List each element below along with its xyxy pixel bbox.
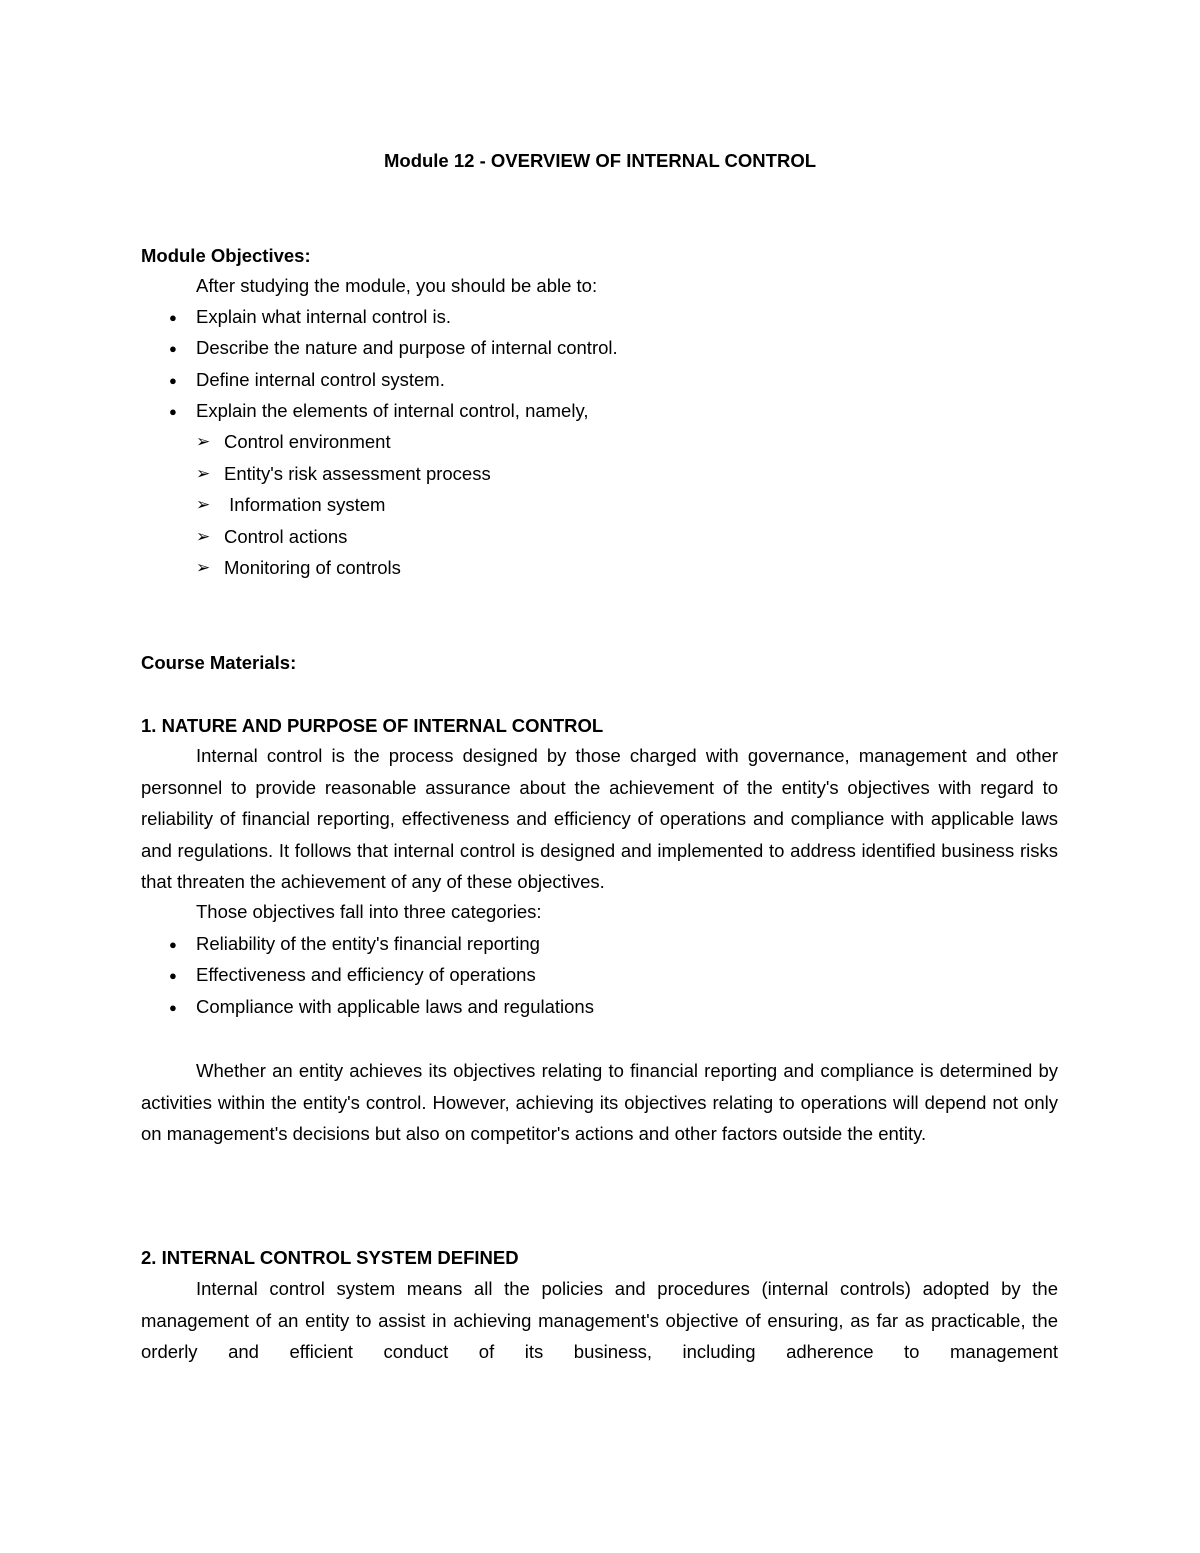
- course-materials-heading: Course Materials:: [141, 652, 297, 673]
- section1-heading: 1. NATURE AND PURPOSE OF INTERNAL CONTROL: [141, 715, 604, 736]
- bullet-icon: ●: [169, 937, 177, 952]
- objectives-intro: After studying the module, you should be able to:: [196, 275, 598, 296]
- section1-paragraph1: Internal control is the process designed by those charged with governance, management and other personnel to provide reasonable assurance about the achievement of the entity's objectives with regard to reliability of financial reporting, effectiveness and efficiency of operations and compliance with applicable laws and regulations. It follows that internal control is designed and implemented to address identified business risks that threaten the achievement of any of these objectives.: [141, 745, 1058, 892]
- arrow-bullet-icon: ➢: [196, 432, 211, 451]
- element-item: Information system: [224, 494, 386, 515]
- arrow-bullet-icon: ➢: [196, 527, 211, 546]
- arrow-bullet-icon: ➢: [196, 495, 211, 514]
- section1-paragraph2: Whether an entity achieves its objectives relating to financial reporting and compliance is determined by activities within the entity's control. However, achieving its objectives relating to operations will depend not only on management's decisions but also on competitor's actions and other factors outside the entity.: [141, 1060, 1058, 1144]
- categories-intro: Those objectives fall into three categories:: [196, 901, 542, 922]
- category-item: Compliance with applicable laws and regulations: [196, 996, 594, 1017]
- category-item: Reliability of the entity's financial reporting: [196, 933, 540, 954]
- element-item: Monitoring of controls: [224, 557, 401, 578]
- arrow-bullet-icon: ➢: [196, 558, 211, 577]
- objectives-heading: Module Objectives:: [141, 245, 311, 266]
- objective-item: Explain the elements of internal control, namely,: [196, 400, 589, 421]
- category-item: Effectiveness and efficiency of operations: [196, 964, 536, 985]
- arrow-bullet-icon: ➢: [196, 464, 211, 483]
- bullet-icon: ●: [169, 968, 177, 983]
- bullet-icon: ●: [169, 404, 177, 419]
- element-item: Control actions: [224, 526, 348, 547]
- bullet-icon: ●: [169, 341, 177, 356]
- bullet-icon: ●: [169, 373, 177, 388]
- page-title: Module 12 - OVERVIEW OF INTERNAL CONTROL: [383, 150, 817, 171]
- section2-heading: 2. INTERNAL CONTROL SYSTEM DEFINED: [141, 1247, 519, 1268]
- element-item: Control environment: [224, 431, 391, 452]
- bullet-icon: ●: [169, 1000, 177, 1015]
- objective-item: Define internal control system.: [196, 369, 445, 390]
- section2-paragraph1: Internal control system means all the policies and procedures (internal controls) adopted by the management of an entity to assist in achieving management's objective of ensuring, as far as practicable, the orderly and efficient conduct of its business, including adherence to management: [141, 1278, 1058, 1362]
- objective-item: Describe the nature and purpose of internal control.: [196, 337, 618, 358]
- bullet-icon: ●: [169, 310, 177, 325]
- element-item: Entity's risk assessment process: [224, 463, 491, 484]
- objective-item: Explain what internal control is.: [196, 306, 452, 327]
